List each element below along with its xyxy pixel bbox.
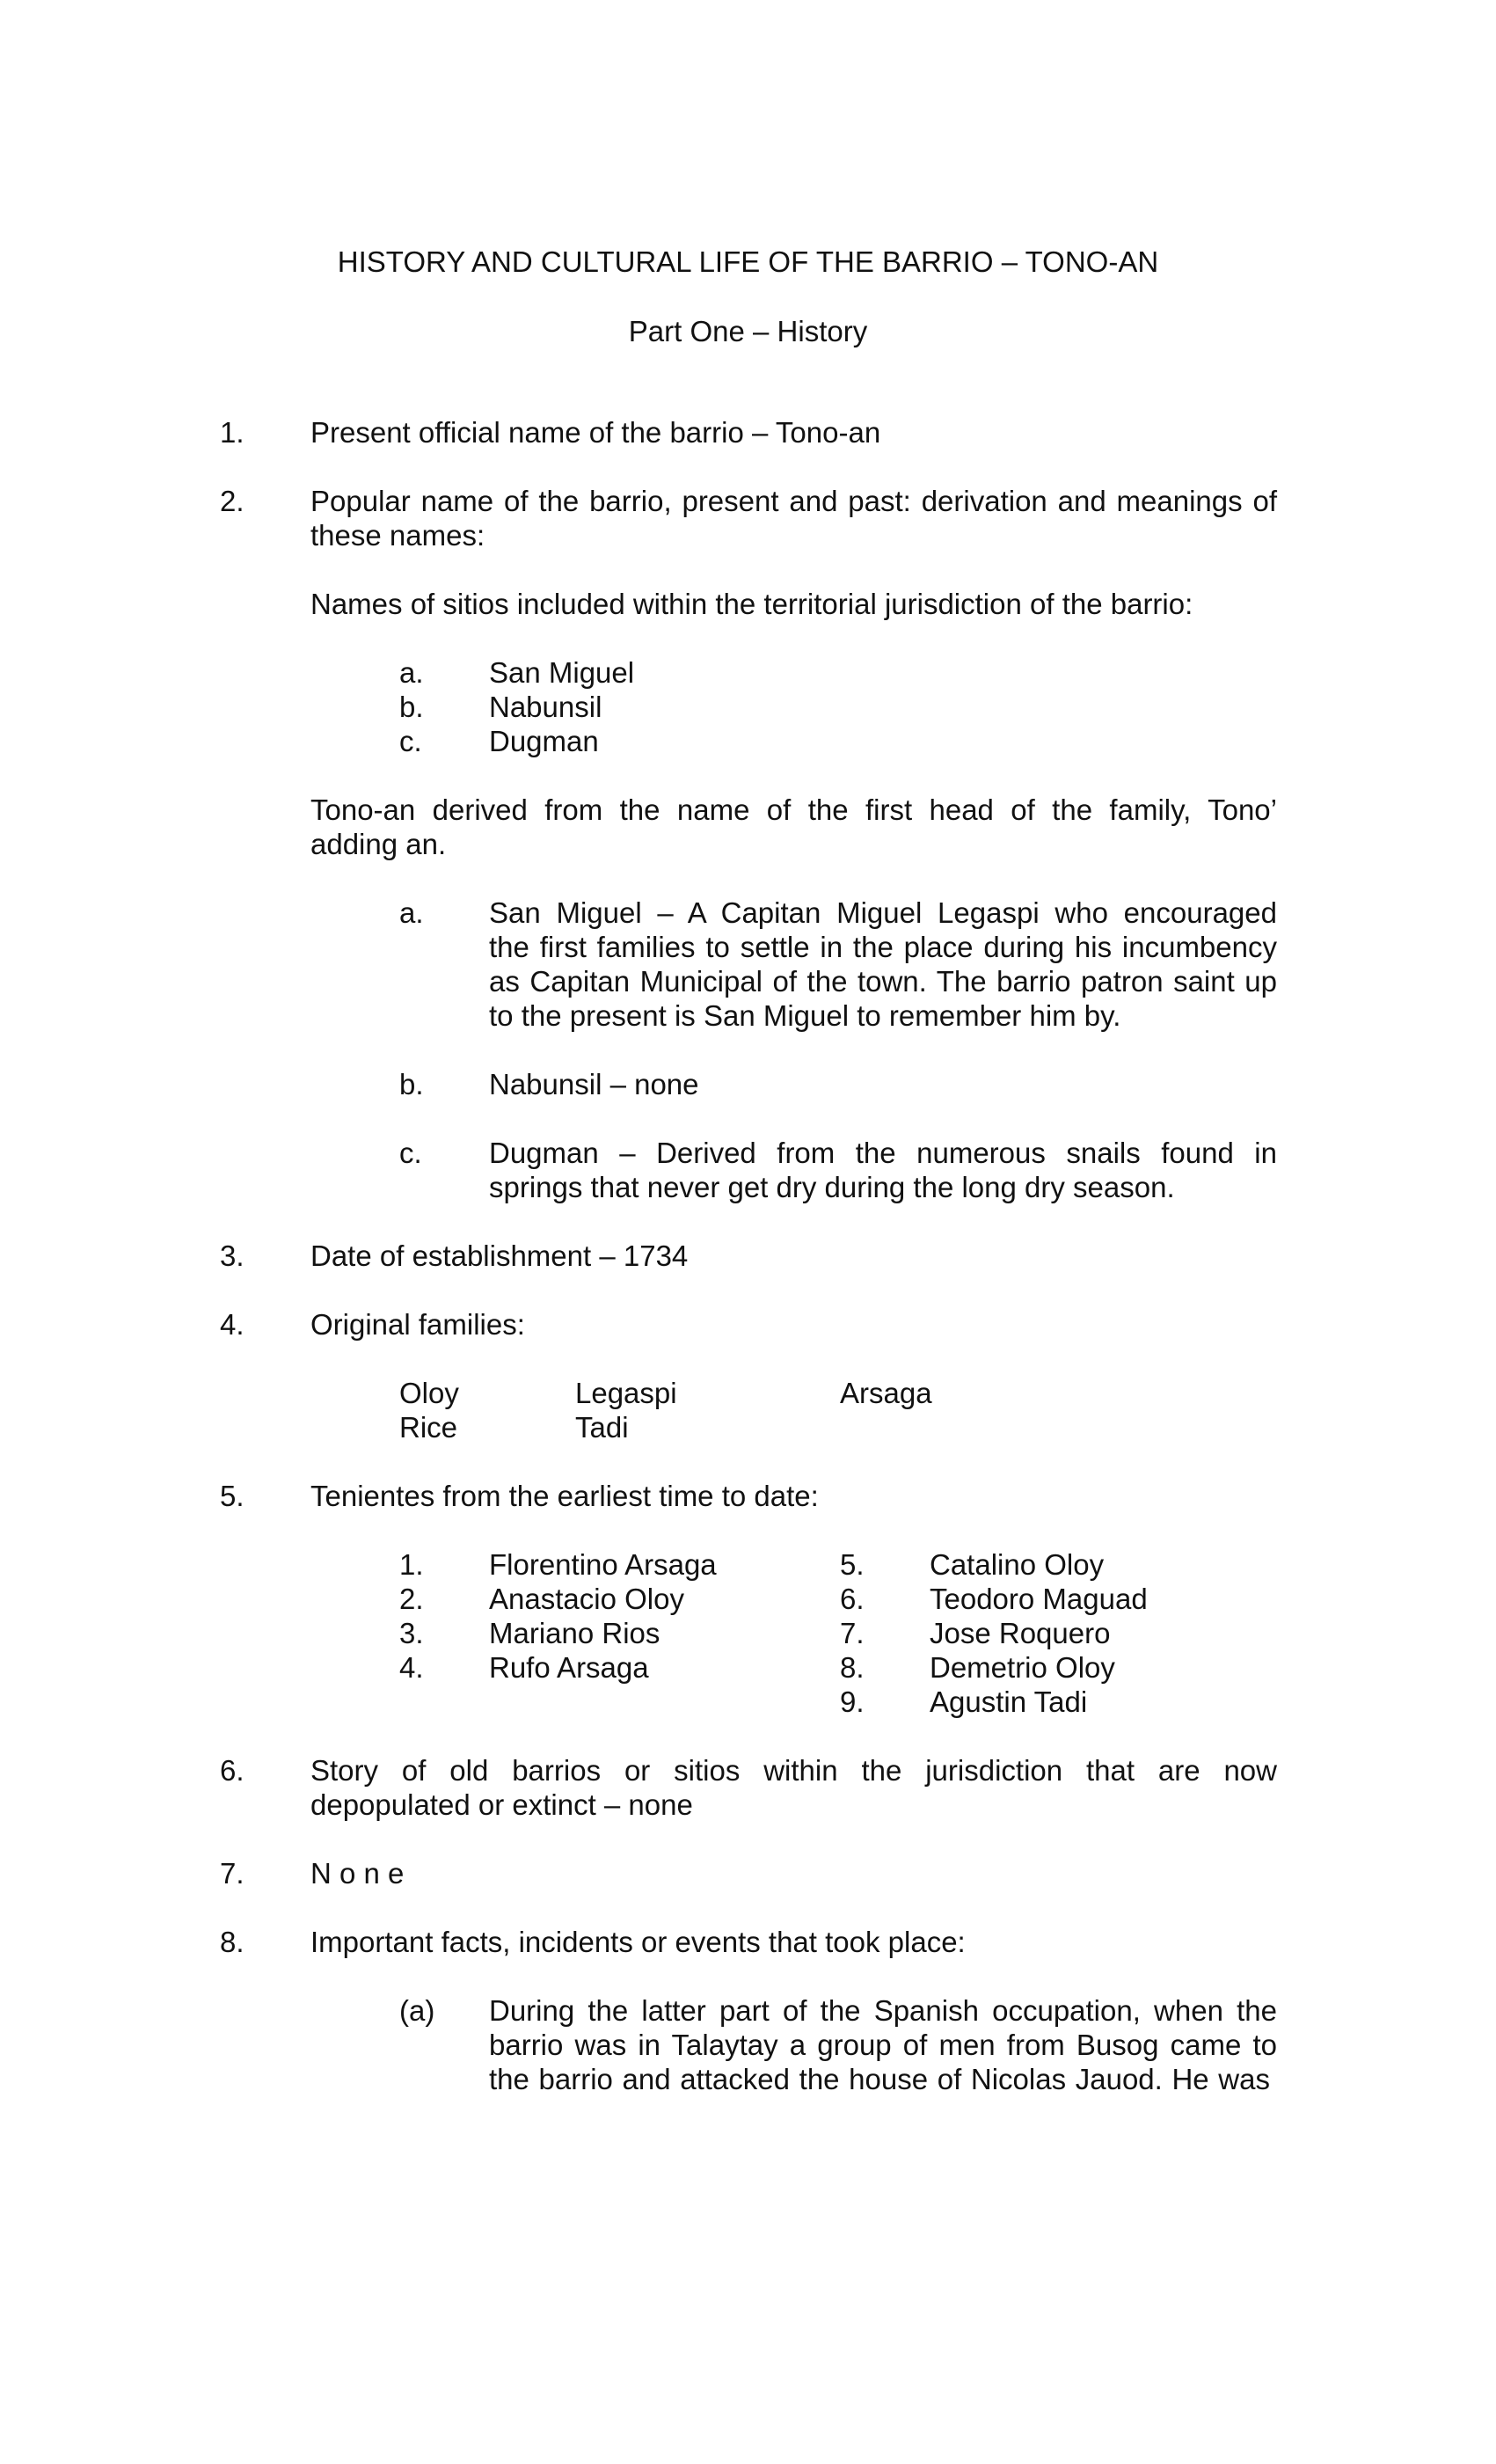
teniente-number: 1. bbox=[399, 1548, 424, 1581]
item-text: Date of establishment – 1734 bbox=[310, 1239, 689, 1272]
list-letter: c. bbox=[399, 1137, 422, 1169]
list-letter: a. bbox=[399, 656, 424, 689]
meaning-line: Dugman – Derived from the numerous snails found in bbox=[489, 1137, 1277, 1169]
item-text: Tenientes from the earliest time to date: bbox=[310, 1480, 819, 1512]
item-text-line: depopulated or extinct – none bbox=[310, 1788, 693, 1821]
sitios-intro: Names of sitios included within the territorial jurisdiction of the barrio: bbox=[310, 588, 1193, 620]
meaning-line: Nabunsil – none bbox=[489, 1068, 699, 1100]
teniente-name: Demetrio Oloy bbox=[930, 1651, 1115, 1684]
teniente-name: Agustin Tadi bbox=[930, 1685, 1088, 1718]
derivation-line: Tono-an derived from the name of the first head of the family, Tono’ bbox=[310, 793, 1277, 826]
item-number: 7. bbox=[220, 1857, 244, 1890]
meaning-line: springs that never get dry during the long dry season. bbox=[489, 1171, 1175, 1203]
teniente-name: Catalino Oloy bbox=[930, 1548, 1105, 1581]
list-letter: b. bbox=[399, 691, 424, 723]
derivation-line: adding an. bbox=[310, 828, 447, 860]
teniente-name: Teodoro Maguad bbox=[930, 1583, 1148, 1615]
item-text: Present official name of the barrio – Tono-an bbox=[310, 416, 881, 449]
item-number: 2. bbox=[220, 485, 244, 517]
item-number: 6. bbox=[220, 1754, 244, 1787]
list-letter: c. bbox=[399, 725, 422, 757]
teniente-name: Jose Roquero bbox=[930, 1617, 1111, 1649]
item-number: 1. bbox=[220, 416, 244, 449]
teniente-number: 5. bbox=[840, 1548, 865, 1581]
family-name: Oloy bbox=[399, 1377, 459, 1409]
teniente-name: Anastacio Oloy bbox=[489, 1583, 684, 1615]
sitio-name: San Miguel bbox=[489, 656, 635, 689]
item-number: 4. bbox=[220, 1308, 244, 1341]
event-line: barrio was in Talaytay a group of men from Busog came to bbox=[489, 2029, 1277, 2061]
item-text: N o n e bbox=[310, 1857, 405, 1890]
item-number: 3. bbox=[220, 1239, 244, 1272]
teniente-number: 2. bbox=[399, 1583, 424, 1615]
meaning-line: to the present is San Miguel to remember him by. bbox=[489, 999, 1121, 1032]
teniente-number: 8. bbox=[840, 1651, 865, 1684]
event-letter: (a) bbox=[399, 1994, 435, 2027]
item-text: Important facts, incidents or events that took place: bbox=[310, 1926, 966, 1958]
item-text-line: these names: bbox=[310, 519, 485, 552]
family-name: Rice bbox=[399, 1411, 458, 1444]
teniente-number: 9. bbox=[840, 1685, 865, 1718]
meaning-line: the first families to settle in the place during his incumbency bbox=[489, 931, 1277, 963]
family-name: Arsaga bbox=[840, 1377, 932, 1409]
item-number: 5. bbox=[220, 1480, 244, 1512]
list-letter: b. bbox=[399, 1068, 424, 1100]
family-name: Legaspi bbox=[575, 1377, 677, 1409]
list-letter: a. bbox=[399, 896, 424, 929]
teniente-number: 7. bbox=[840, 1617, 865, 1649]
item-text: Original families: bbox=[310, 1308, 525, 1341]
event-line: During the latter part of the Spanish occupation, when the bbox=[489, 1994, 1277, 2027]
meaning-line: San Miguel – A Capitan Miguel Legaspi who encouraged bbox=[489, 896, 1277, 929]
item-number: 8. bbox=[220, 1926, 244, 1958]
document-title: HISTORY AND CULTURAL LIFE OF THE BARRIO – TONO-AN bbox=[337, 245, 1159, 278]
item-text-line: Popular name of the barrio, present and past: derivation and meanings of bbox=[310, 485, 1277, 517]
sitio-name: Dugman bbox=[489, 725, 599, 757]
teniente-number: 6. bbox=[840, 1583, 865, 1615]
item-text-line: Story of old barrios or sitios within the jurisdiction that are now bbox=[310, 1754, 1277, 1787]
sitio-name: Nabunsil bbox=[489, 691, 602, 723]
teniente-number: 3. bbox=[399, 1617, 424, 1649]
teniente-name: Florentino Arsaga bbox=[489, 1548, 717, 1581]
document-subtitle: Part One – History bbox=[628, 315, 868, 347]
family-name: Tadi bbox=[575, 1411, 629, 1444]
meaning-line: as Capitan Municipal of the town. The barrio patron saint up bbox=[489, 965, 1277, 998]
teniente-number: 4. bbox=[399, 1651, 424, 1684]
teniente-name: Mariano Rios bbox=[489, 1617, 660, 1649]
event-line: the barrio and attacked the house of Nicolas Jauod. He was bbox=[489, 2063, 1270, 2095]
teniente-name: Rufo Arsaga bbox=[489, 1651, 649, 1684]
